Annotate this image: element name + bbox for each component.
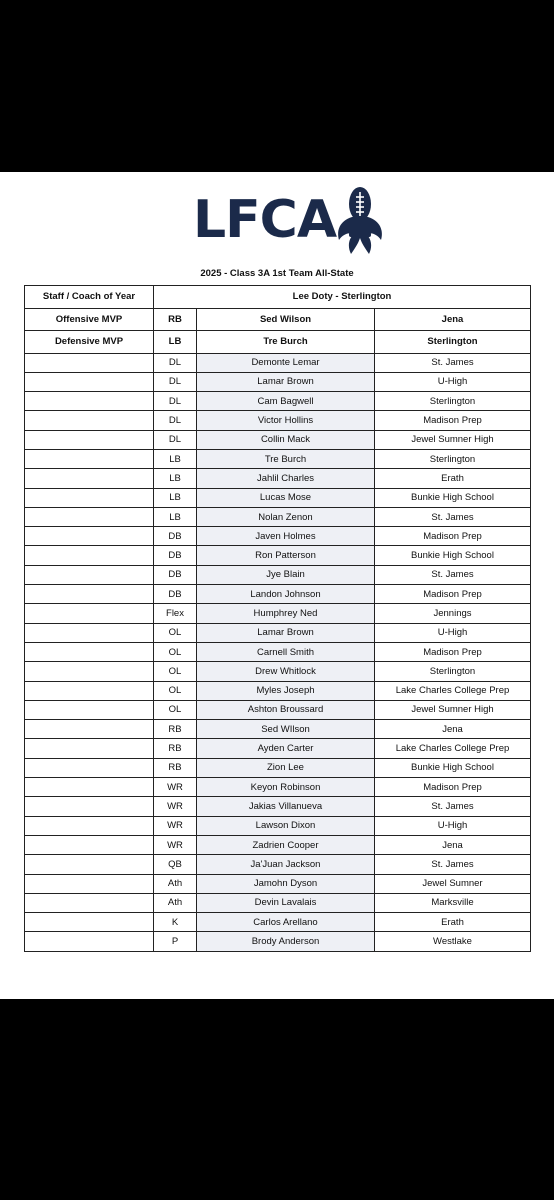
school-cell: Lake Charles College Prep [375, 681, 531, 700]
school-cell: Madison Prep [375, 585, 531, 604]
school-cell: Jena [375, 835, 531, 854]
school-cell: Jewel Sumner High [375, 430, 531, 449]
row-label-cell [25, 449, 154, 468]
position-cell: DL [154, 411, 197, 430]
table-row [25, 411, 531, 430]
table-row [25, 469, 531, 488]
position-cell: DL [154, 392, 197, 411]
row-label-cell [25, 604, 154, 623]
row-label-cell [25, 835, 154, 854]
table-row [25, 932, 531, 951]
row-label-cell [25, 411, 154, 430]
position-cell: Ath [154, 893, 197, 912]
school-cell: Jennings [375, 604, 531, 623]
school-cell: Madison Prep [375, 642, 531, 661]
player-name-cell: Drew Whitlock [197, 662, 375, 681]
school-cell: Sterlington [375, 449, 531, 468]
player-name-cell: Devin Lavalais [197, 893, 375, 912]
table-row [25, 662, 531, 681]
player-name-cell: Lamar Brown [197, 623, 375, 642]
row-label-cell [25, 372, 154, 391]
row-label-cell [25, 778, 154, 797]
offensive-mvp-row [25, 308, 531, 331]
mvp-label: Defensive MVP [25, 331, 154, 354]
row-label-cell [25, 700, 154, 719]
row-label-cell [25, 855, 154, 874]
player-name-cell: Nolan Zenon [197, 507, 375, 526]
table-row [25, 392, 531, 411]
school-cell: Bunkie High School [375, 758, 531, 777]
position-cell: RB [154, 739, 197, 758]
school-cell: U-High [375, 623, 531, 642]
position-cell: Flex [154, 604, 197, 623]
table-row [25, 488, 531, 507]
row-label-cell [25, 642, 154, 661]
position-cell: LB [154, 469, 197, 488]
school-cell: Madison Prep [375, 411, 531, 430]
position-cell: WR [154, 835, 197, 854]
player-name-cell: Carlos Arellano [197, 913, 375, 932]
school-cell: Bunkie High School [375, 488, 531, 507]
school-cell: St. James [375, 565, 531, 584]
row-label-cell [25, 739, 154, 758]
position-cell: DL [154, 372, 197, 391]
table-row [25, 565, 531, 584]
row-label-cell [25, 758, 154, 777]
mvp-label: Offensive MVP [25, 308, 154, 331]
table-row [25, 816, 531, 835]
position-cell: LB [154, 449, 197, 468]
row-label-cell [25, 353, 154, 372]
player-name-cell: Javen Holmes [197, 527, 375, 546]
school-cell: Erath [375, 913, 531, 932]
lfca-logo [193, 186, 393, 258]
position-cell: WR [154, 778, 197, 797]
position-cell: WR [154, 797, 197, 816]
player-name-cell: Ayden Carter [197, 739, 375, 758]
row-label-cell [25, 797, 154, 816]
position-cell: OL [154, 662, 197, 681]
player-name-cell: Lamar Brown [197, 372, 375, 391]
row-label-cell [25, 507, 154, 526]
player-name-cell: Sed WIlson [197, 720, 375, 739]
row-label-cell [25, 681, 154, 700]
table-row [25, 739, 531, 758]
school-cell: Bunkie High School [375, 546, 531, 565]
player-name-cell: Jamohn Dyson [197, 874, 375, 893]
row-label-cell [25, 392, 154, 411]
player-name-cell: Jye Blain [197, 565, 375, 584]
position-cell: DB [154, 546, 197, 565]
position-cell: DL [154, 430, 197, 449]
all-state-table [24, 285, 531, 952]
position-cell: OL [154, 642, 197, 661]
staff-label: Staff / Coach of Year [25, 286, 154, 309]
table-row [25, 913, 531, 932]
row-label-cell [25, 585, 154, 604]
school-cell: Jewel Sumner [375, 874, 531, 893]
table-row [25, 855, 531, 874]
table-row [25, 527, 531, 546]
player-name-cell: Humphrey Ned [197, 604, 375, 623]
school-cell: U-High [375, 372, 531, 391]
player-name-cell: Zadrien Cooper [197, 835, 375, 854]
position-cell: QB [154, 855, 197, 874]
row-label-cell [25, 720, 154, 739]
position-cell: K [154, 913, 197, 932]
table-row [25, 449, 531, 468]
school-cell: Jena [375, 720, 531, 739]
document-sheet [0, 172, 554, 999]
position-cell: DB [154, 527, 197, 546]
position-cell: OL [154, 623, 197, 642]
school-cell: St. James [375, 353, 531, 372]
table-row [25, 778, 531, 797]
player-name-cell: Ron Patterson [197, 546, 375, 565]
table-row [25, 893, 531, 912]
player-name-cell: Tre Burch [197, 449, 375, 468]
school-cell: Madison Prep [375, 527, 531, 546]
table-row [25, 797, 531, 816]
school-cell: Sterlington [375, 662, 531, 681]
staff-row [25, 286, 531, 309]
table-row [25, 430, 531, 449]
player-name-cell: Zion Lee [197, 758, 375, 777]
player-name-cell: Landon Johnson [197, 585, 375, 604]
defensive-mvp-row [25, 331, 531, 354]
position-cell: LB [154, 488, 197, 507]
player-name-cell: Myles Joseph [197, 681, 375, 700]
player-name-cell: Carnell Smith [197, 642, 375, 661]
table-row [25, 720, 531, 739]
row-label-cell [25, 546, 154, 565]
table-row [25, 874, 531, 893]
school-cell: St. James [375, 797, 531, 816]
table-row [25, 681, 531, 700]
player-name-cell: Ja'Juan Jackson [197, 855, 375, 874]
school-cell: Jewel Sumner High [375, 700, 531, 719]
mvp-position: LB [154, 331, 197, 354]
player-name-cell: Jahlil Charles [197, 469, 375, 488]
row-label-cell [25, 430, 154, 449]
table-row [25, 604, 531, 623]
document-title: 2025 - Class 3A 1st Team All-State [200, 268, 354, 279]
position-cell: OL [154, 681, 197, 700]
staff-value: Lee Doty - Sterlington [154, 286, 531, 309]
school-cell: St. James [375, 855, 531, 874]
table-row [25, 372, 531, 391]
table-row [25, 623, 531, 642]
school-cell: Madison Prep [375, 778, 531, 797]
position-cell: WR [154, 816, 197, 835]
position-cell: LB [154, 507, 197, 526]
row-label-cell [25, 488, 154, 507]
mvp-name: Tre Burch [197, 331, 375, 354]
table-row [25, 353, 531, 372]
position-cell: RB [154, 720, 197, 739]
player-name-cell: Demonte Lemar [197, 353, 375, 372]
table-row [25, 546, 531, 565]
table-row [25, 758, 531, 777]
player-name-cell: Victor Hollins [197, 411, 375, 430]
row-label-cell [25, 527, 154, 546]
row-label-cell [25, 565, 154, 584]
player-name-cell: Brody Anderson [197, 932, 375, 951]
player-name-cell: Lawson Dixon [197, 816, 375, 835]
row-label-cell [25, 932, 154, 951]
row-label-cell [25, 874, 154, 893]
mvp-school: Sterlington [375, 331, 531, 354]
position-cell: DL [154, 353, 197, 372]
school-cell: U-High [375, 816, 531, 835]
row-label-cell [25, 816, 154, 835]
table-row [25, 642, 531, 661]
position-cell: Ath [154, 874, 197, 893]
row-label-cell [25, 913, 154, 932]
mvp-school: Jena [375, 308, 531, 331]
player-name-cell: Keyon Robinson [197, 778, 375, 797]
position-cell: OL [154, 700, 197, 719]
position-cell: RB [154, 758, 197, 777]
mvp-position: RB [154, 308, 197, 331]
row-label-cell [25, 469, 154, 488]
fleur-de-lis-football-icon [331, 186, 389, 258]
position-cell: DB [154, 585, 197, 604]
table-row [25, 700, 531, 719]
player-name-cell: Collin Mack [197, 430, 375, 449]
school-cell: Sterlington [375, 392, 531, 411]
player-name-cell: Cam Bagwell [197, 392, 375, 411]
school-cell: Westlake [375, 932, 531, 951]
school-cell: St. James [375, 507, 531, 526]
logo-text: LFCA [193, 190, 337, 250]
row-label-cell [25, 662, 154, 681]
table-row [25, 507, 531, 526]
school-cell: Erath [375, 469, 531, 488]
position-cell: DB [154, 565, 197, 584]
player-name-cell: Lucas Mose [197, 488, 375, 507]
row-label-cell [25, 893, 154, 912]
player-name-cell: Jakias Villanueva [197, 797, 375, 816]
table-row [25, 835, 531, 854]
table-row [25, 585, 531, 604]
position-cell: P [154, 932, 197, 951]
school-cell: Lake Charles College Prep [375, 739, 531, 758]
mvp-name: Sed Wilson [197, 308, 375, 331]
player-name-cell: Ashton Broussard [197, 700, 375, 719]
school-cell: Marksville [375, 893, 531, 912]
row-label-cell [25, 623, 154, 642]
